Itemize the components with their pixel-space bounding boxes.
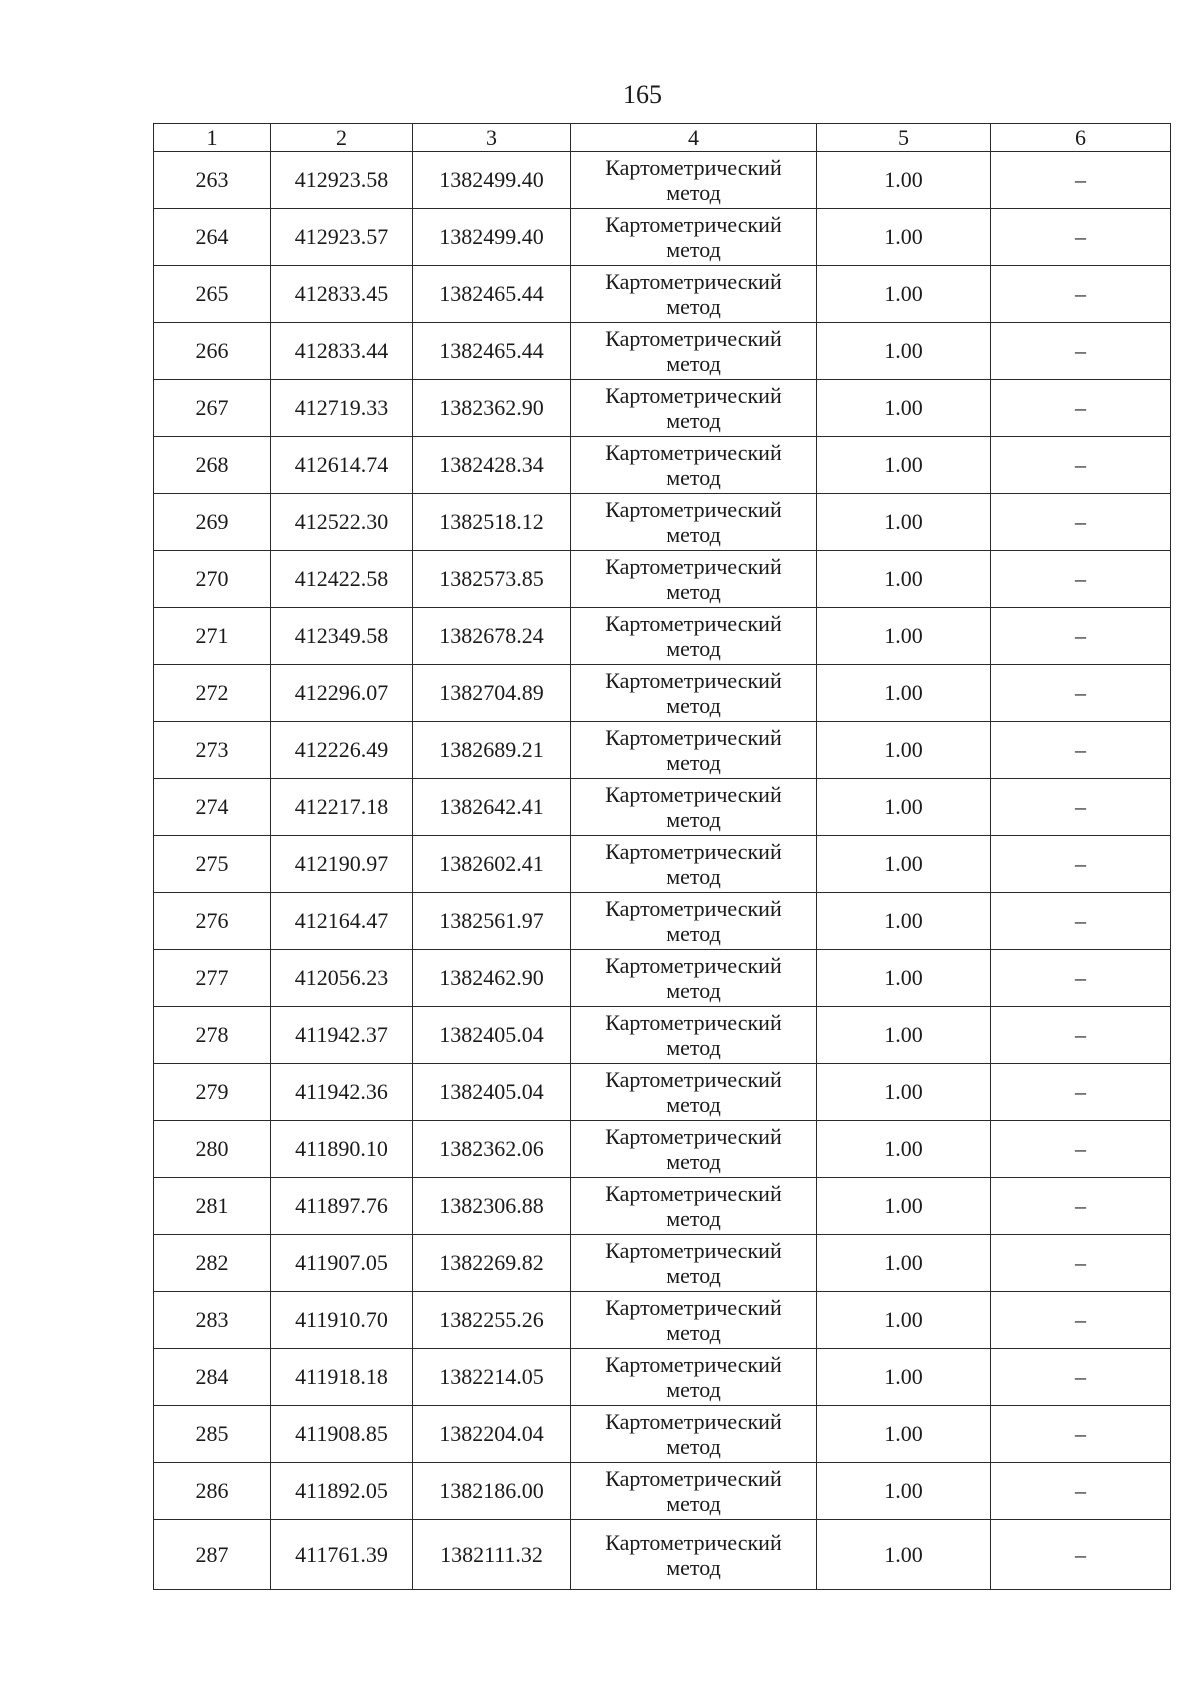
- point-number-cell: 276: [154, 893, 271, 950]
- x-coordinate-cell: 411897.76: [271, 1178, 413, 1235]
- accuracy-cell: 1.00: [817, 836, 991, 893]
- note-cell: –: [991, 266, 1171, 323]
- method-line: метод: [666, 693, 721, 718]
- method-cell: [571, 1235, 817, 1292]
- method-cell: [571, 1520, 817, 1590]
- table-row: [154, 437, 1171, 494]
- method-line: метод: [666, 636, 721, 661]
- method-cell: [571, 494, 817, 551]
- method-line: метод: [666, 351, 721, 376]
- method-line: метод: [666, 1149, 721, 1174]
- note-cell: –: [991, 722, 1171, 779]
- method-cell: [571, 323, 817, 380]
- y-coordinate-cell: 1382678.24: [413, 608, 571, 665]
- x-coordinate-cell: 412923.58: [271, 152, 413, 209]
- table-row: [154, 1178, 1171, 1235]
- note-cell: –: [991, 893, 1171, 950]
- y-coordinate-cell: 1382111.32: [413, 1520, 571, 1590]
- table-row: [154, 551, 1171, 608]
- method-cell: [571, 950, 817, 1007]
- method-line: Картометрический: [605, 440, 782, 465]
- method-line: Картометрический: [605, 155, 782, 180]
- y-coordinate-cell: 1382689.21: [413, 722, 571, 779]
- y-coordinate-cell: 1382573.85: [413, 551, 571, 608]
- table-row: [154, 266, 1171, 323]
- table-row: [154, 722, 1171, 779]
- note-cell: –: [991, 836, 1171, 893]
- x-coordinate-cell: 412296.07: [271, 665, 413, 722]
- method-line: Картометрический: [605, 497, 782, 522]
- method-line: Картометрический: [605, 1409, 782, 1434]
- accuracy-cell: 1.00: [817, 380, 991, 437]
- method-cell: [571, 1064, 817, 1121]
- method-cell: [571, 1121, 817, 1178]
- y-coordinate-cell: 1382518.12: [413, 494, 571, 551]
- method-line: Картометрический: [605, 1238, 782, 1263]
- accuracy-cell: 1.00: [817, 1064, 991, 1121]
- note-cell: –: [991, 1178, 1171, 1235]
- table-row: [154, 1292, 1171, 1349]
- table-row: [154, 779, 1171, 836]
- x-coordinate-cell: 412614.74: [271, 437, 413, 494]
- method-line: Картометрический: [605, 782, 782, 807]
- point-number-cell: 270: [154, 551, 271, 608]
- point-number-cell: 285: [154, 1406, 271, 1463]
- note-cell: –: [991, 551, 1171, 608]
- column-header: 5: [817, 124, 991, 152]
- method-cell: [571, 437, 817, 494]
- point-number-cell: 273: [154, 722, 271, 779]
- method-line: Картометрический: [605, 554, 782, 579]
- x-coordinate-cell: 412719.33: [271, 380, 413, 437]
- method-cell: [571, 1178, 817, 1235]
- note-cell: –: [991, 152, 1171, 209]
- method-line: метод: [666, 237, 721, 262]
- method-cell: [571, 665, 817, 722]
- x-coordinate-cell: 412833.44: [271, 323, 413, 380]
- method-line: метод: [666, 1377, 721, 1402]
- note-cell: –: [991, 1007, 1171, 1064]
- point-number-cell: 277: [154, 950, 271, 1007]
- accuracy-cell: 1.00: [817, 1178, 991, 1235]
- note-cell: –: [991, 665, 1171, 722]
- x-coordinate-cell: 411890.10: [271, 1121, 413, 1178]
- accuracy-cell: 1.00: [817, 1463, 991, 1520]
- point-number-cell: 287: [154, 1520, 271, 1590]
- table-row: [154, 1235, 1171, 1292]
- point-number-cell: 274: [154, 779, 271, 836]
- note-cell: –: [991, 1064, 1171, 1121]
- table-row: [154, 1007, 1171, 1064]
- x-coordinate-cell: 411892.05: [271, 1463, 413, 1520]
- method-line: Картометрический: [605, 839, 782, 864]
- point-number-cell: 281: [154, 1178, 271, 1235]
- table-row: [154, 1463, 1171, 1520]
- note-cell: –: [991, 437, 1171, 494]
- note-cell: –: [991, 1463, 1171, 1520]
- table-row: [154, 1121, 1171, 1178]
- note-cell: –: [991, 1520, 1171, 1590]
- point-number-cell: 280: [154, 1121, 271, 1178]
- coordinates-table: [153, 123, 1171, 1590]
- method-line: метод: [666, 750, 721, 775]
- point-number-cell: 286: [154, 1463, 271, 1520]
- header-row: [154, 124, 1171, 152]
- accuracy-cell: 1.00: [817, 1406, 991, 1463]
- note-cell: –: [991, 209, 1171, 266]
- note-cell: –: [991, 494, 1171, 551]
- column-header: 3: [413, 124, 571, 152]
- method-cell: [571, 608, 817, 665]
- x-coordinate-cell: 412226.49: [271, 722, 413, 779]
- table-row: [154, 494, 1171, 551]
- method-line: метод: [666, 465, 721, 490]
- accuracy-cell: 1.00: [817, 1349, 991, 1406]
- accuracy-cell: 1.00: [817, 1520, 991, 1590]
- method-cell: [571, 1463, 817, 1520]
- method-cell: [571, 1007, 817, 1064]
- page-number: 165: [623, 80, 662, 109]
- x-coordinate-cell: 412190.97: [271, 836, 413, 893]
- table-row: [154, 893, 1171, 950]
- method-cell: [571, 779, 817, 836]
- method-line: Картометрический: [605, 953, 782, 978]
- y-coordinate-cell: 1382465.44: [413, 323, 571, 380]
- method-line: Картометрический: [605, 896, 782, 921]
- note-cell: –: [991, 323, 1171, 380]
- method-line: метод: [666, 1320, 721, 1345]
- accuracy-cell: 1.00: [817, 494, 991, 551]
- method-line: Картометрический: [605, 611, 782, 636]
- accuracy-cell: 1.00: [817, 1121, 991, 1178]
- point-number-cell: 283: [154, 1292, 271, 1349]
- method-line: метод: [666, 807, 721, 832]
- note-cell: –: [991, 1406, 1171, 1463]
- method-line: метод: [666, 579, 721, 604]
- x-coordinate-cell: 411918.18: [271, 1349, 413, 1406]
- method-line: Картометрический: [605, 668, 782, 693]
- accuracy-cell: 1.00: [817, 323, 991, 380]
- y-coordinate-cell: 1382362.06: [413, 1121, 571, 1178]
- note-cell: –: [991, 779, 1171, 836]
- method-line: Картометрический: [605, 1352, 782, 1377]
- table-row: [154, 1520, 1171, 1590]
- accuracy-cell: 1.00: [817, 152, 991, 209]
- method-line: Картометрический: [605, 1466, 782, 1491]
- method-line: метод: [666, 1434, 721, 1459]
- x-coordinate-cell: 412349.58: [271, 608, 413, 665]
- accuracy-cell: 1.00: [817, 1292, 991, 1349]
- accuracy-cell: 1.00: [817, 950, 991, 1007]
- method-line: метод: [666, 1206, 721, 1231]
- y-coordinate-cell: 1382561.97: [413, 893, 571, 950]
- y-coordinate-cell: 1382602.41: [413, 836, 571, 893]
- accuracy-cell: 1.00: [817, 266, 991, 323]
- x-coordinate-cell: 412923.57: [271, 209, 413, 266]
- method-line: Картометрический: [605, 725, 782, 750]
- method-cell: [571, 1292, 817, 1349]
- method-line: метод: [666, 522, 721, 547]
- point-number-cell: 284: [154, 1349, 271, 1406]
- x-coordinate-cell: 411942.37: [271, 1007, 413, 1064]
- column-header: 4: [571, 124, 817, 152]
- y-coordinate-cell: 1382405.04: [413, 1064, 571, 1121]
- accuracy-cell: 1.00: [817, 608, 991, 665]
- method-line: метод: [666, 864, 721, 889]
- x-coordinate-cell: 412422.58: [271, 551, 413, 608]
- point-number-cell: 279: [154, 1064, 271, 1121]
- x-coordinate-cell: 412833.45: [271, 266, 413, 323]
- x-coordinate-cell: 412522.30: [271, 494, 413, 551]
- x-coordinate-cell: 411942.36: [271, 1064, 413, 1121]
- y-coordinate-cell: 1382405.04: [413, 1007, 571, 1064]
- table-row: [154, 323, 1171, 380]
- method-line: метод: [666, 180, 721, 205]
- table-row: [154, 152, 1171, 209]
- method-cell: [571, 209, 817, 266]
- table-row: [154, 1064, 1171, 1121]
- method-line: метод: [666, 1092, 721, 1117]
- y-coordinate-cell: 1382462.90: [413, 950, 571, 1007]
- note-cell: –: [991, 380, 1171, 437]
- accuracy-cell: 1.00: [817, 437, 991, 494]
- accuracy-cell: 1.00: [817, 665, 991, 722]
- method-cell: [571, 893, 817, 950]
- method-cell: [571, 836, 817, 893]
- method-line: Картометрический: [605, 1067, 782, 1092]
- accuracy-cell: 1.00: [817, 893, 991, 950]
- x-coordinate-cell: 411910.70: [271, 1292, 413, 1349]
- table-row: [154, 1349, 1171, 1406]
- method-line: метод: [666, 1035, 721, 1060]
- note-cell: –: [991, 1235, 1171, 1292]
- table-row: [154, 836, 1171, 893]
- x-coordinate-cell: 411908.85: [271, 1406, 413, 1463]
- y-coordinate-cell: 1382499.40: [413, 209, 571, 266]
- table-row: [154, 665, 1171, 722]
- y-coordinate-cell: 1382499.40: [413, 152, 571, 209]
- point-number-cell: 282: [154, 1235, 271, 1292]
- method-line: метод: [666, 978, 721, 1003]
- y-coordinate-cell: 1382362.90: [413, 380, 571, 437]
- note-cell: –: [991, 1121, 1171, 1178]
- x-coordinate-cell: 411907.05: [271, 1235, 413, 1292]
- note-cell: –: [991, 1349, 1171, 1406]
- method-line: метод: [666, 921, 721, 946]
- method-cell: [571, 380, 817, 437]
- point-number-cell: 267: [154, 380, 271, 437]
- method-line: Картометрический: [605, 1010, 782, 1035]
- x-coordinate-cell: 412056.23: [271, 950, 413, 1007]
- accuracy-cell: 1.00: [817, 1235, 991, 1292]
- y-coordinate-cell: 1382214.05: [413, 1349, 571, 1406]
- method-line: метод: [666, 294, 721, 319]
- note-cell: –: [991, 1292, 1171, 1349]
- y-coordinate-cell: 1382428.34: [413, 437, 571, 494]
- y-coordinate-cell: 1382306.88: [413, 1178, 571, 1235]
- table-row: [154, 209, 1171, 266]
- method-cell: [571, 266, 817, 323]
- point-number-cell: 265: [154, 266, 271, 323]
- table-row: [154, 608, 1171, 665]
- accuracy-cell: 1.00: [817, 551, 991, 608]
- method-line: метод: [666, 1554, 721, 1580]
- point-number-cell: 275: [154, 836, 271, 893]
- method-line: Картометрический: [605, 212, 782, 237]
- column-header: 6: [991, 124, 1171, 152]
- accuracy-cell: 1.00: [817, 722, 991, 779]
- method-line: Картометрический: [605, 383, 782, 408]
- method-cell: [571, 722, 817, 779]
- y-coordinate-cell: 1382704.89: [413, 665, 571, 722]
- y-coordinate-cell: 1382269.82: [413, 1235, 571, 1292]
- method-line: Картометрический: [605, 1529, 782, 1555]
- point-number-cell: 266: [154, 323, 271, 380]
- point-number-cell: 271: [154, 608, 271, 665]
- accuracy-cell: 1.00: [817, 779, 991, 836]
- accuracy-cell: 1.00: [817, 1007, 991, 1064]
- method-line: Картометрический: [605, 326, 782, 351]
- x-coordinate-cell: 412164.47: [271, 893, 413, 950]
- method-line: Картометрический: [605, 1124, 782, 1149]
- table-row: [154, 380, 1171, 437]
- method-line: метод: [666, 408, 721, 433]
- column-header: 2: [271, 124, 413, 152]
- point-number-cell: 269: [154, 494, 271, 551]
- note-cell: –: [991, 950, 1171, 1007]
- method-line: метод: [666, 1263, 721, 1288]
- x-coordinate-cell: 411761.39: [271, 1520, 413, 1590]
- method-cell: [571, 551, 817, 608]
- y-coordinate-cell: 1382255.26: [413, 1292, 571, 1349]
- method-cell: [571, 152, 817, 209]
- y-coordinate-cell: 1382204.04: [413, 1406, 571, 1463]
- y-coordinate-cell: 1382642.41: [413, 779, 571, 836]
- y-coordinate-cell: 1382465.44: [413, 266, 571, 323]
- point-number-cell: 278: [154, 1007, 271, 1064]
- method-line: метод: [666, 1491, 721, 1516]
- method-line: Картометрический: [605, 269, 782, 294]
- note-cell: –: [991, 608, 1171, 665]
- method-cell: [571, 1406, 817, 1463]
- table-row: [154, 1406, 1171, 1463]
- point-number-cell: 263: [154, 152, 271, 209]
- method-cell: [571, 1349, 817, 1406]
- point-number-cell: 264: [154, 209, 271, 266]
- point-number-cell: 272: [154, 665, 271, 722]
- method-line: Картометрический: [605, 1295, 782, 1320]
- accuracy-cell: 1.00: [817, 209, 991, 266]
- table-row: [154, 950, 1171, 1007]
- point-number-cell: 268: [154, 437, 271, 494]
- y-coordinate-cell: 1382186.00: [413, 1463, 571, 1520]
- column-header: 1: [154, 124, 271, 152]
- method-line: Картометрический: [605, 1181, 782, 1206]
- x-coordinate-cell: 412217.18: [271, 779, 413, 836]
